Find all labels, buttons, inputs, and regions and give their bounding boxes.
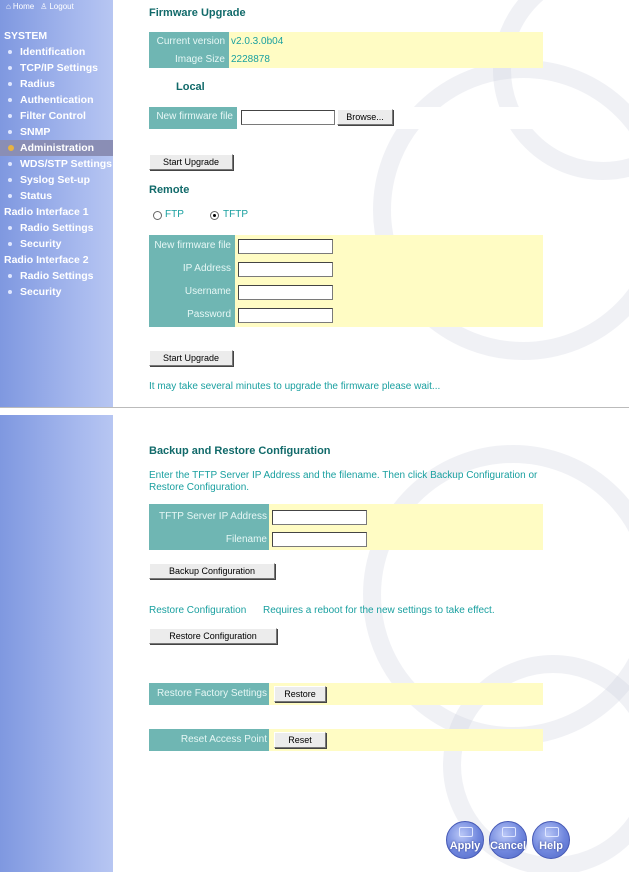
current-version-label: Current version <box>156 36 225 47</box>
bullet-icon <box>8 290 12 294</box>
filename-input[interactable] <box>272 532 367 547</box>
start-upgrade-local-button[interactable]: Start Upgrade <box>149 154 233 170</box>
sidebar-item-radio1-radio-settings[interactable]: Radio Settings <box>0 220 113 236</box>
local-title: Local <box>176 81 205 93</box>
sidebar <box>0 0 113 408</box>
firmware-upgrade-panel <box>0 0 629 408</box>
ftp-radio-label: FTP <box>165 209 184 220</box>
remote-new-firmware-file-label: New firmware file <box>154 240 231 251</box>
restore-reboot-note: Requires a reboot for the new settings to take effect. <box>263 605 495 616</box>
reset-access-point-label: Reset Access Point <box>180 734 267 745</box>
sidebar-item-status[interactable]: Status <box>0 188 113 204</box>
sidebar-item-snmp[interactable]: SNMP <box>0 124 113 140</box>
cancel-button[interactable]: Cancel <box>489 821 527 859</box>
bullet-icon <box>8 114 12 118</box>
bullet-icon <box>8 145 14 151</box>
ftp-radio[interactable] <box>153 211 162 220</box>
new-firmware-file-label: New firmware file <box>156 111 233 122</box>
ip-address-label: IP Address <box>182 263 231 274</box>
nav-section-system: SYSTEM <box>4 30 48 42</box>
image-size-value: 2228878 <box>231 54 270 65</box>
sidebar-item-identification[interactable]: Identification <box>0 44 113 60</box>
backup-content <box>113 415 629 872</box>
backup-instructions: Enter the TFTP Server IP Address and the filename. Then click Backup Configuration or Restore Configuration. <box>149 470 538 493</box>
bullet-icon <box>8 82 12 86</box>
username-input[interactable] <box>238 285 333 300</box>
help-button[interactable]: Help <box>532 821 570 859</box>
bullet-icon <box>8 162 12 166</box>
restore-factory-button[interactable]: Restore <box>274 686 326 702</box>
ip-address-input[interactable] <box>238 262 333 277</box>
browse-button[interactable]: Browse... <box>337 109 393 125</box>
bullet-icon <box>8 178 12 182</box>
tftp-server-ip-label: TFTP Server IP Address <box>158 511 267 522</box>
backup-restore-title: Backup and Restore Configuration <box>149 445 331 457</box>
apply-icon <box>459 827 473 837</box>
sidebar-item-radio1-security[interactable]: Security <box>0 236 113 252</box>
bullet-icon <box>8 242 12 246</box>
filename-label: Filename <box>225 534 267 545</box>
bullet-icon <box>8 98 12 102</box>
tftp-radio-label: TFTP <box>223 209 248 220</box>
current-version-value: v2.0.3.0b04 <box>231 36 284 47</box>
sidebar <box>0 415 113 872</box>
start-upgrade-remote-button[interactable]: Start Upgrade <box>149 350 233 366</box>
help-icon <box>545 827 559 837</box>
cancel-icon <box>502 827 516 837</box>
sidebar-item-authentication[interactable]: Authentication <box>0 92 113 108</box>
tftp-radio[interactable] <box>210 211 219 220</box>
sidebar-item-administration[interactable]: Administration <box>0 140 113 156</box>
bullet-icon <box>8 274 12 278</box>
upgrade-wait-note: It may take several minutes to upgrade the firmware please wait... <box>149 381 441 392</box>
restore-factory-settings-label: Restore Factory Settings <box>156 688 267 699</box>
home-icon: ⌂ <box>6 2 11 11</box>
logout-link[interactable]: ♙ Logout <box>40 2 74 11</box>
password-label: Password <box>187 309 231 320</box>
sidebar-item-wds-stp-settings[interactable]: WDS/STP Settings <box>0 156 113 172</box>
sidebar-item-radio2-radio-settings[interactable]: Radio Settings <box>0 268 113 284</box>
bullet-icon <box>8 50 12 54</box>
restore-configuration-button[interactable]: Restore Configuration <box>149 628 277 644</box>
panel-border <box>0 407 629 408</box>
bullet-icon <box>8 194 12 198</box>
person-icon: ♙ <box>40 2 48 11</box>
top-nav <box>6 2 74 11</box>
new-firmware-file-input[interactable] <box>241 110 335 125</box>
backup-restore-panel <box>0 415 629 872</box>
tftp-server-ip-input[interactable] <box>272 510 367 525</box>
username-label: Username <box>184 286 231 297</box>
sidebar-nav <box>0 28 113 300</box>
remote-title: Remote <box>149 184 190 196</box>
nav-section-radio-interface-2: Radio Interface 2 <box>4 254 89 266</box>
home-link[interactable]: ⌂ Home <box>6 2 35 11</box>
password-input[interactable] <box>238 308 333 323</box>
bullet-icon <box>8 66 12 70</box>
sidebar-item-filter-control[interactable]: Filter Control <box>0 108 113 124</box>
sidebar-item-radius[interactable]: Radius <box>0 76 113 92</box>
image-size-label: Image Size <box>174 54 225 65</box>
bullet-icon <box>8 130 12 134</box>
firmware-content <box>113 0 629 408</box>
apply-button[interactable]: Apply <box>446 821 484 859</box>
nav-section-radio-interface-1: Radio Interface 1 <box>4 206 89 218</box>
backup-configuration-button[interactable]: Backup Configuration <box>149 563 275 579</box>
reset-button[interactable]: Reset <box>274 732 326 748</box>
bullet-icon <box>8 226 12 230</box>
restore-configuration-text: Restore Configuration <box>149 605 247 616</box>
sidebar-item-radio2-security[interactable]: Security <box>0 284 113 300</box>
sidebar-item-syslog-setup[interactable]: Syslog Set-up <box>0 172 113 188</box>
firmware-upgrade-title: Firmware Upgrade <box>149 7 246 19</box>
sidebar-item-tcpip-settings[interactable]: TCP/IP Settings <box>0 60 113 76</box>
remote-new-firmware-file-input[interactable] <box>238 239 333 254</box>
